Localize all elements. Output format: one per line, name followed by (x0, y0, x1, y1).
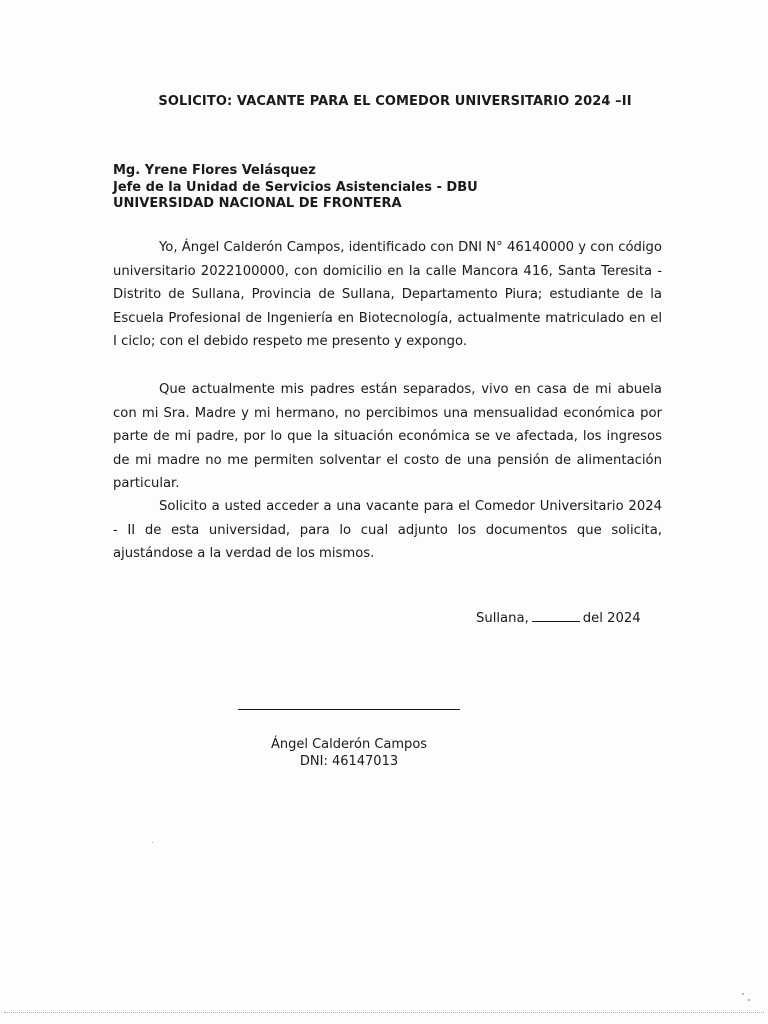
signer-dni: DNI: 46147013 (299, 753, 399, 769)
scan-speck (742, 993, 744, 995)
scan-speck (152, 842, 153, 843)
year-label: del 2024 (582, 611, 641, 626)
place-date-line (476, 610, 641, 626)
addressee-position: Jefe de la Unidad de Servicios Asistenciales - DBU (113, 179, 478, 195)
paragraph-introduction: Yo, Ángel Calderón Campos, identificado con DNI N° 46140000 y con código universitario 2022100000, con domicilio en la calle Mancora 416, Santa Teresita - Distrito de Sullana, Provincia de Sullana, Departamento Piura; estudiante de la Escuela Profesional de Ingeniería en Biotecnología, actualmente matriculado en el I ciclo; con el debido respeto me presento y expongo. (113, 240, 662, 350)
paragraph-situation: Que actualmente mis padres están separados, vivo en casa de mi abuela con mi Sra. Madre y mi hermano, no percibimos una mensualidad económica por parte de mi padre, por lo que la situación económica se ve afectada, los ingresos de mi madre no me permiten solventar el costo de una pensión de alimentación particular. (113, 382, 662, 492)
scan-artifact-border (4, 1012, 764, 1013)
paragraph-request: Solicito a usted acceder a una vacante para el Comedor Universitario 2024 - II de esta universidad, para lo cual adjunto los documentos que solicita, ajustándose a la verdad de los mismos. (113, 499, 662, 562)
signature-block (238, 737, 460, 770)
addressee-block (113, 163, 478, 213)
signer-name: Ángel Calderón Campos (270, 737, 428, 752)
addressee-institution: UNIVERSIDAD NACIONAL DE FRONTERA (113, 196, 402, 211)
document-subject: SOLICITO: VACANTE PARA EL COMEDOR UNIVERSITARIO 2024 –II (158, 94, 632, 109)
scan-speck (748, 999, 750, 1001)
signature-line (238, 709, 460, 710)
addressee-name: Mg. Yrene Flores Velásquez (113, 163, 316, 178)
date-blank-line (532, 610, 580, 622)
place-label: Sullana, (476, 611, 529, 626)
